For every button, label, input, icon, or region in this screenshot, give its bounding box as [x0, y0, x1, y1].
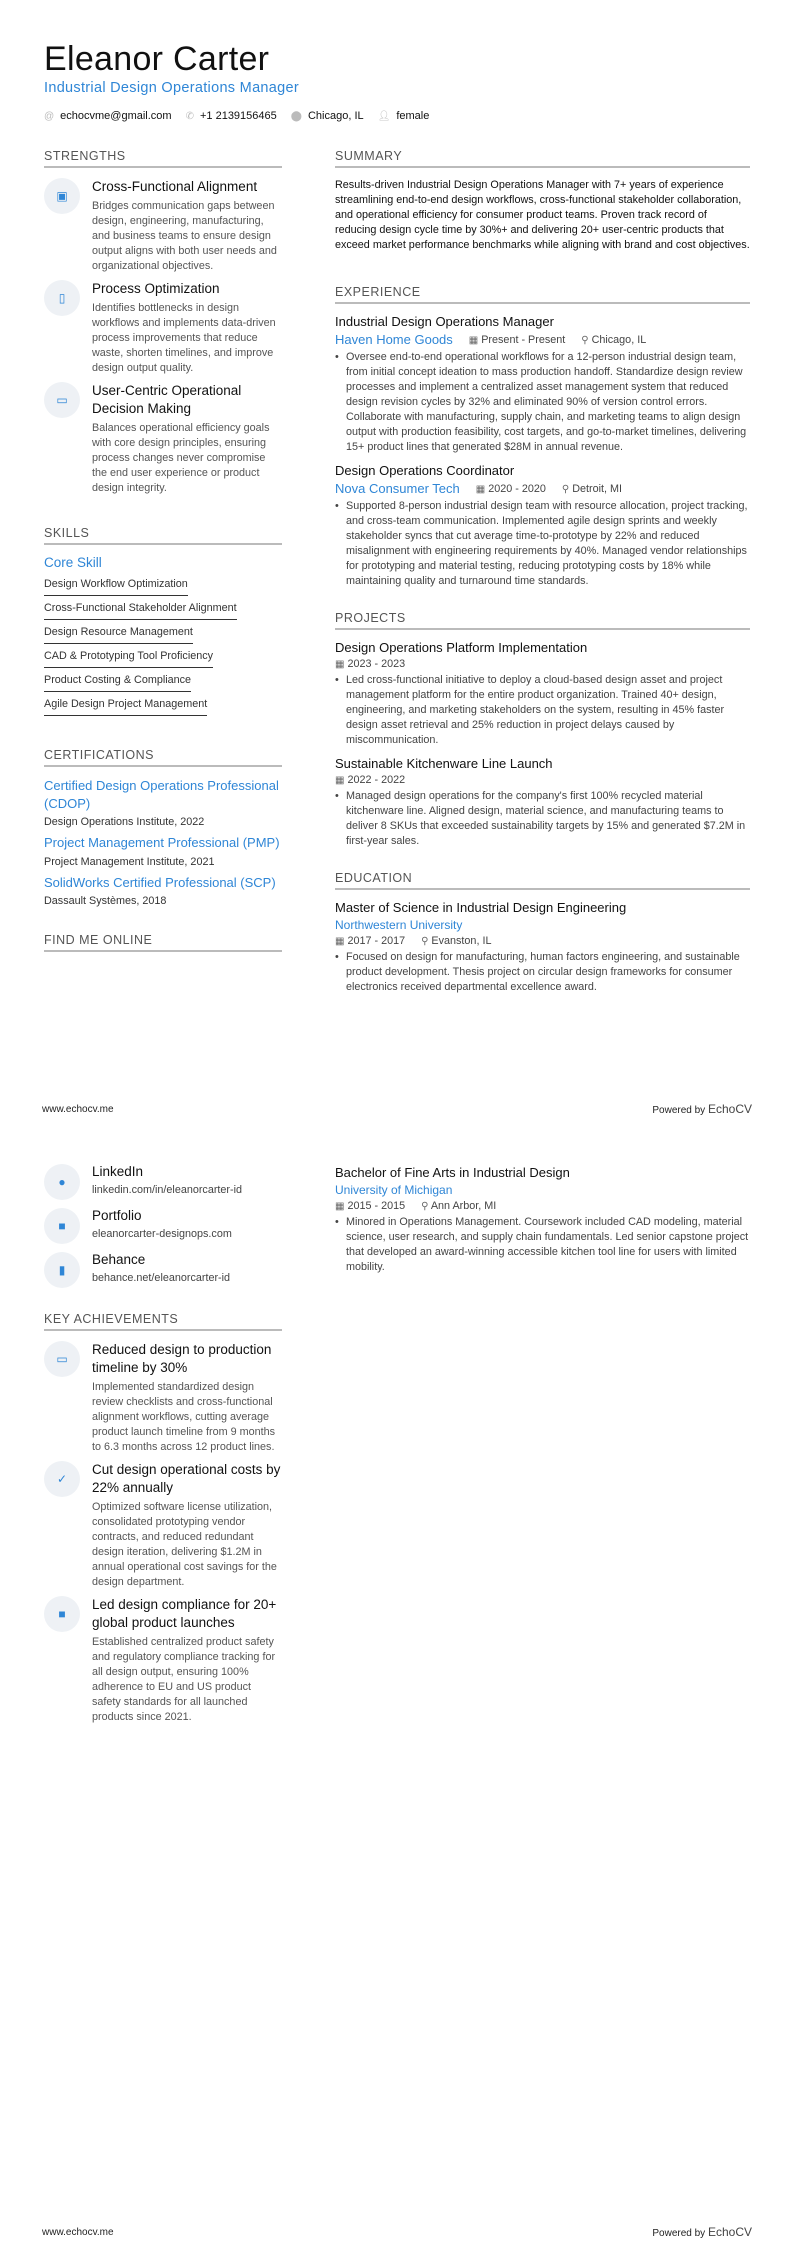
school: University of Michigan	[335, 1183, 453, 1197]
degree: Bachelor of Fine Arts in Industrial Design	[335, 1165, 570, 1180]
job-location: Detroit, MI	[572, 482, 622, 495]
skill-item: CAD & Prototyping Tool Proficiency	[44, 647, 213, 668]
section-heading-skills: SKILLS	[44, 526, 282, 545]
dates: Present - Present	[481, 333, 566, 346]
powered-label: Powered by	[652, 1105, 706, 1116]
right-column	[335, 149, 750, 1003]
cert-title: Certified Design Operations Professional (CDOP)	[44, 778, 279, 811]
link-url[interactable]: behance.net/eleanorcarter-id	[92, 1272, 231, 1284]
achievement-desc: Optimized software license utilization, consolidated prototyping vendor contracts, and reduced redundant design iteration, delivering $1.2M in annual operational cost savings for the design department.	[92, 1501, 277, 1588]
project-item	[335, 756, 750, 849]
link-label: LinkedIn	[92, 1164, 144, 1179]
skill-item: Cross-Functional Stakeholder Alignment	[44, 599, 237, 620]
strength-desc: Identifies bottlenecks in design workflows and implements data-driven process improvements that reduce waste, shorten timelines, and improve design output quality.	[92, 302, 276, 374]
link-item	[44, 1252, 282, 1288]
achievement-desc: Established centralized product safety and regulatory compliance tracking for all design output, ensuring 100% adherence to EU and US product safety standards for all launched products since 2021.	[92, 1636, 276, 1723]
calendar-icon: ▭	[44, 1341, 80, 1377]
page-2	[0, 1123, 794, 2246]
strength-title: Cross-Functional Alignment	[92, 179, 258, 194]
link-url[interactable]: eleanorcarter-designops.com	[92, 1228, 232, 1240]
link-url[interactable]: linkedin.com/in/eleanorcarter-id	[92, 1184, 243, 1196]
job-desc: • Oversee end-to-end operational workflows for a 12-person industrial design team, from initial concept ideation to mass production handoff. Standardize design review processes and implement a centralized asset management system that reduced design revision cycles by 32% and eliminated 90% of version control errors. Collaborate with manufacturing, supply chain, and marketing teams to align design output with production feasibility, cost targets, and go-to-market timelines, delivering 15+ product lines that generated $28M in annual revenue.	[335, 350, 750, 455]
degree: Master of Science in Industrial Design Engineering	[335, 900, 627, 915]
left-column-p2	[44, 1164, 282, 1731]
at-icon: @	[44, 110, 55, 122]
job-location: Chicago, IL	[591, 333, 647, 346]
skill-item: Design Resource Management	[44, 623, 193, 644]
section-heading-achievements: KEY ACHIEVEMENTS	[44, 1312, 282, 1331]
link-label: Portfolio	[92, 1208, 142, 1223]
skill-item: Agile Design Project Management	[44, 695, 207, 716]
location-icon: ⚲	[581, 334, 589, 346]
dates: 2022 - 2022	[347, 774, 406, 786]
achievement-title: Led design compliance for 20+ global product launches	[92, 1597, 277, 1630]
candidate-name: Eleanor Carter	[44, 40, 270, 78]
dates: 2017 - 2017	[347, 935, 406, 947]
gender: female	[396, 110, 430, 122]
phone[interactable]: +1 2139156465	[199, 110, 277, 122]
section-heading-education: EDUCATION	[335, 871, 750, 890]
check-icon: ✓	[44, 1461, 80, 1497]
person-icon: 👤︎	[377, 110, 391, 122]
cert-issuer: Dassault Systèmes, 2018	[44, 895, 167, 907]
strength-item	[44, 280, 282, 376]
mobile-icon: ▯	[44, 280, 80, 316]
location-icon: ⬤	[290, 110, 302, 122]
cert-title: Project Management Professional (PMP)	[44, 835, 280, 850]
dates: 2020 - 2020	[488, 482, 546, 495]
calendar-icon: ▦	[335, 936, 345, 947]
company: Nova Consumer Tech	[335, 481, 460, 496]
education-item	[335, 1165, 750, 1275]
experience-item	[335, 463, 750, 589]
email[interactable]: echocvme@gmail.com	[60, 110, 172, 122]
footer-powered	[652, 1102, 752, 1116]
location-icon: ⚲	[421, 936, 429, 947]
section-heading-find-online: FIND ME ONLINE	[44, 933, 282, 952]
powered-label: Powered by	[652, 2228, 706, 2239]
link-item	[44, 1208, 282, 1244]
section-heading-certifications: CERTIFICATIONS	[44, 748, 282, 767]
section-heading-experience: EXPERIENCE	[335, 285, 750, 304]
calendar-icon: ▦	[335, 775, 345, 786]
calendar-icon: ▦	[475, 483, 486, 495]
brand[interactable]: EchoCV	[707, 2225, 752, 2239]
calendar-icon: ▦	[335, 1201, 345, 1212]
file-icon: ▮	[44, 1252, 80, 1288]
achievement-title: Cut design operational costs by 22% annually	[92, 1462, 281, 1495]
strength-title: User-Centric Operational Decision Making	[92, 383, 242, 416]
brand[interactable]: EchoCV	[707, 1102, 752, 1116]
skill-group-title: Core Skill	[44, 555, 102, 570]
battery-icon: ▭	[44, 382, 80, 418]
project-desc: • Led cross-functional initiative to deploy a cloud-based design asset and project management platform for the entire product organization. Trained 40+ design, engineering, and marketing stakeholders on the system, resulting in 45% faster design asset retrieval and 25% reduction in project delays caused by miscommunication.	[335, 673, 750, 748]
bell-icon: ●	[44, 1164, 80, 1200]
strength-item	[44, 178, 282, 274]
terminal-icon: ■	[44, 1596, 80, 1632]
dates: 2023 - 2023	[347, 658, 406, 670]
job-title: Industrial Design Operations Manager	[335, 314, 554, 329]
footer-site[interactable]: www.echocv.me	[42, 2227, 114, 2238]
cert-issuer: Project Management Institute, 2021	[44, 855, 215, 868]
calendar-icon: ▦	[335, 659, 345, 670]
strength-desc: Bridges communication gaps between design, engineering, manufacturing, and business teams to ensure design output aligns with both user needs and organizational objectives.	[92, 200, 277, 272]
right-column-p2	[335, 1165, 750, 1283]
skill-item: Design Workflow Optimization	[44, 575, 188, 596]
project-item	[335, 640, 750, 748]
achievement-desc: Implemented standardized design review checklists and cross-functional alignment workflows, cutting average product launch timeline from 9 months to 6.3 months across 12 product lines.	[92, 1381, 276, 1453]
education-item	[335, 900, 750, 995]
edu-location: Evanston, IL	[431, 935, 492, 947]
achievement-item	[44, 1596, 282, 1725]
edu-location: Ann Arbor, MI	[430, 1200, 497, 1212]
link-item	[44, 1164, 282, 1200]
phone-icon: ✆	[185, 110, 194, 122]
company: Haven Home Goods	[335, 332, 453, 347]
left-column	[44, 149, 282, 962]
skill-item: Product Costing & Compliance	[44, 671, 191, 692]
project-desc: • Managed design operations for the company's first 100% recycled material kitchenware line. Aligned design, material science, and manufacturing teams to deliver 8 SKUs that exceeded sustainability targets by 15% and generated $7.2M in first-year sales.	[335, 789, 750, 849]
project-title: Design Operations Platform Implementation	[335, 640, 588, 655]
location-icon: ⚲	[421, 1201, 429, 1212]
experience-item	[335, 314, 750, 455]
school: Northwestern University	[335, 918, 463, 932]
summary-text: Results-driven Industrial Design Operations Manager with 7+ years of experience streamlining end-to-end design workflows, cross-functional stakeholder collaboration, and operational efficiency for consumer product teams. Proven track record of reducing design cycle time by 30%+ and delivering 20+ user-centric products that exceed market performance benchmarks while aligning with brand and cost objectives.	[335, 179, 750, 251]
strength-title: Process Optimization	[92, 281, 220, 296]
cert-title: SolidWorks Certified Professional (SCP)	[44, 874, 276, 890]
strength-desc: Balances operational efficiency goals with core design principles, ensuring process changes never compromise the end user experience or product design integrity.	[92, 422, 270, 494]
dates: 2015 - 2015	[347, 1200, 406, 1212]
project-title: Sustainable Kitchenware Line Launch	[335, 756, 553, 771]
job-title: Design Operations Coordinator	[335, 463, 515, 478]
section-heading-strengths: STRENGTHS	[44, 149, 282, 168]
footer-site[interactable]: www.echocv.me	[42, 1104, 114, 1115]
link-label: Behance	[92, 1252, 146, 1267]
edu-desc: • Focused on design for manufacturing, human factors engineering, and sustainable product development. Thesis project on circular design frameworks for consumer electronics received departmental excellence award.	[335, 950, 750, 995]
achievement-item	[44, 1341, 282, 1455]
achievement-title: Reduced design to production timeline by 30%	[92, 1342, 272, 1375]
achievement-item	[44, 1461, 282, 1590]
section-heading-projects: PROJECTS	[335, 611, 750, 630]
contact-bar	[44, 110, 429, 122]
candidate-title: Industrial Design Operations Manager	[44, 80, 300, 96]
cert-issuer: Design Operations Institute, 2022	[44, 816, 205, 828]
location: Chicago, IL	[307, 110, 364, 122]
section-heading-summary: SUMMARY	[335, 149, 750, 168]
edu-desc: • Minored in Operations Management. Coursework included CAD modeling, material science, user research, and supply chain fundamentals. Led senior capstone project that developed an award-winning accessible kitchen tool line for users with limited mobility.	[335, 1215, 750, 1275]
terminal-icon: ■	[44, 1208, 80, 1244]
strength-item	[44, 382, 282, 496]
calendar-icon: ▦	[468, 334, 479, 346]
location-icon: ⚲	[561, 483, 570, 495]
footer-powered	[652, 2225, 752, 2239]
bookmark-icon: ▣	[44, 178, 80, 214]
job-desc: • Supported 8-person industrial design team with resource allocation, project tracking, and cross-team communication. Implemented agile design sprints and weekly stakeholder syncs that cut average time-to-prototype by 22% and reduced misalignment with engineering requirements by 40%. Managed vendor relationships for prototyping and material testing, reducing prototyping costs by 18% while maintaining quality and turnaround time standards.	[335, 499, 750, 589]
